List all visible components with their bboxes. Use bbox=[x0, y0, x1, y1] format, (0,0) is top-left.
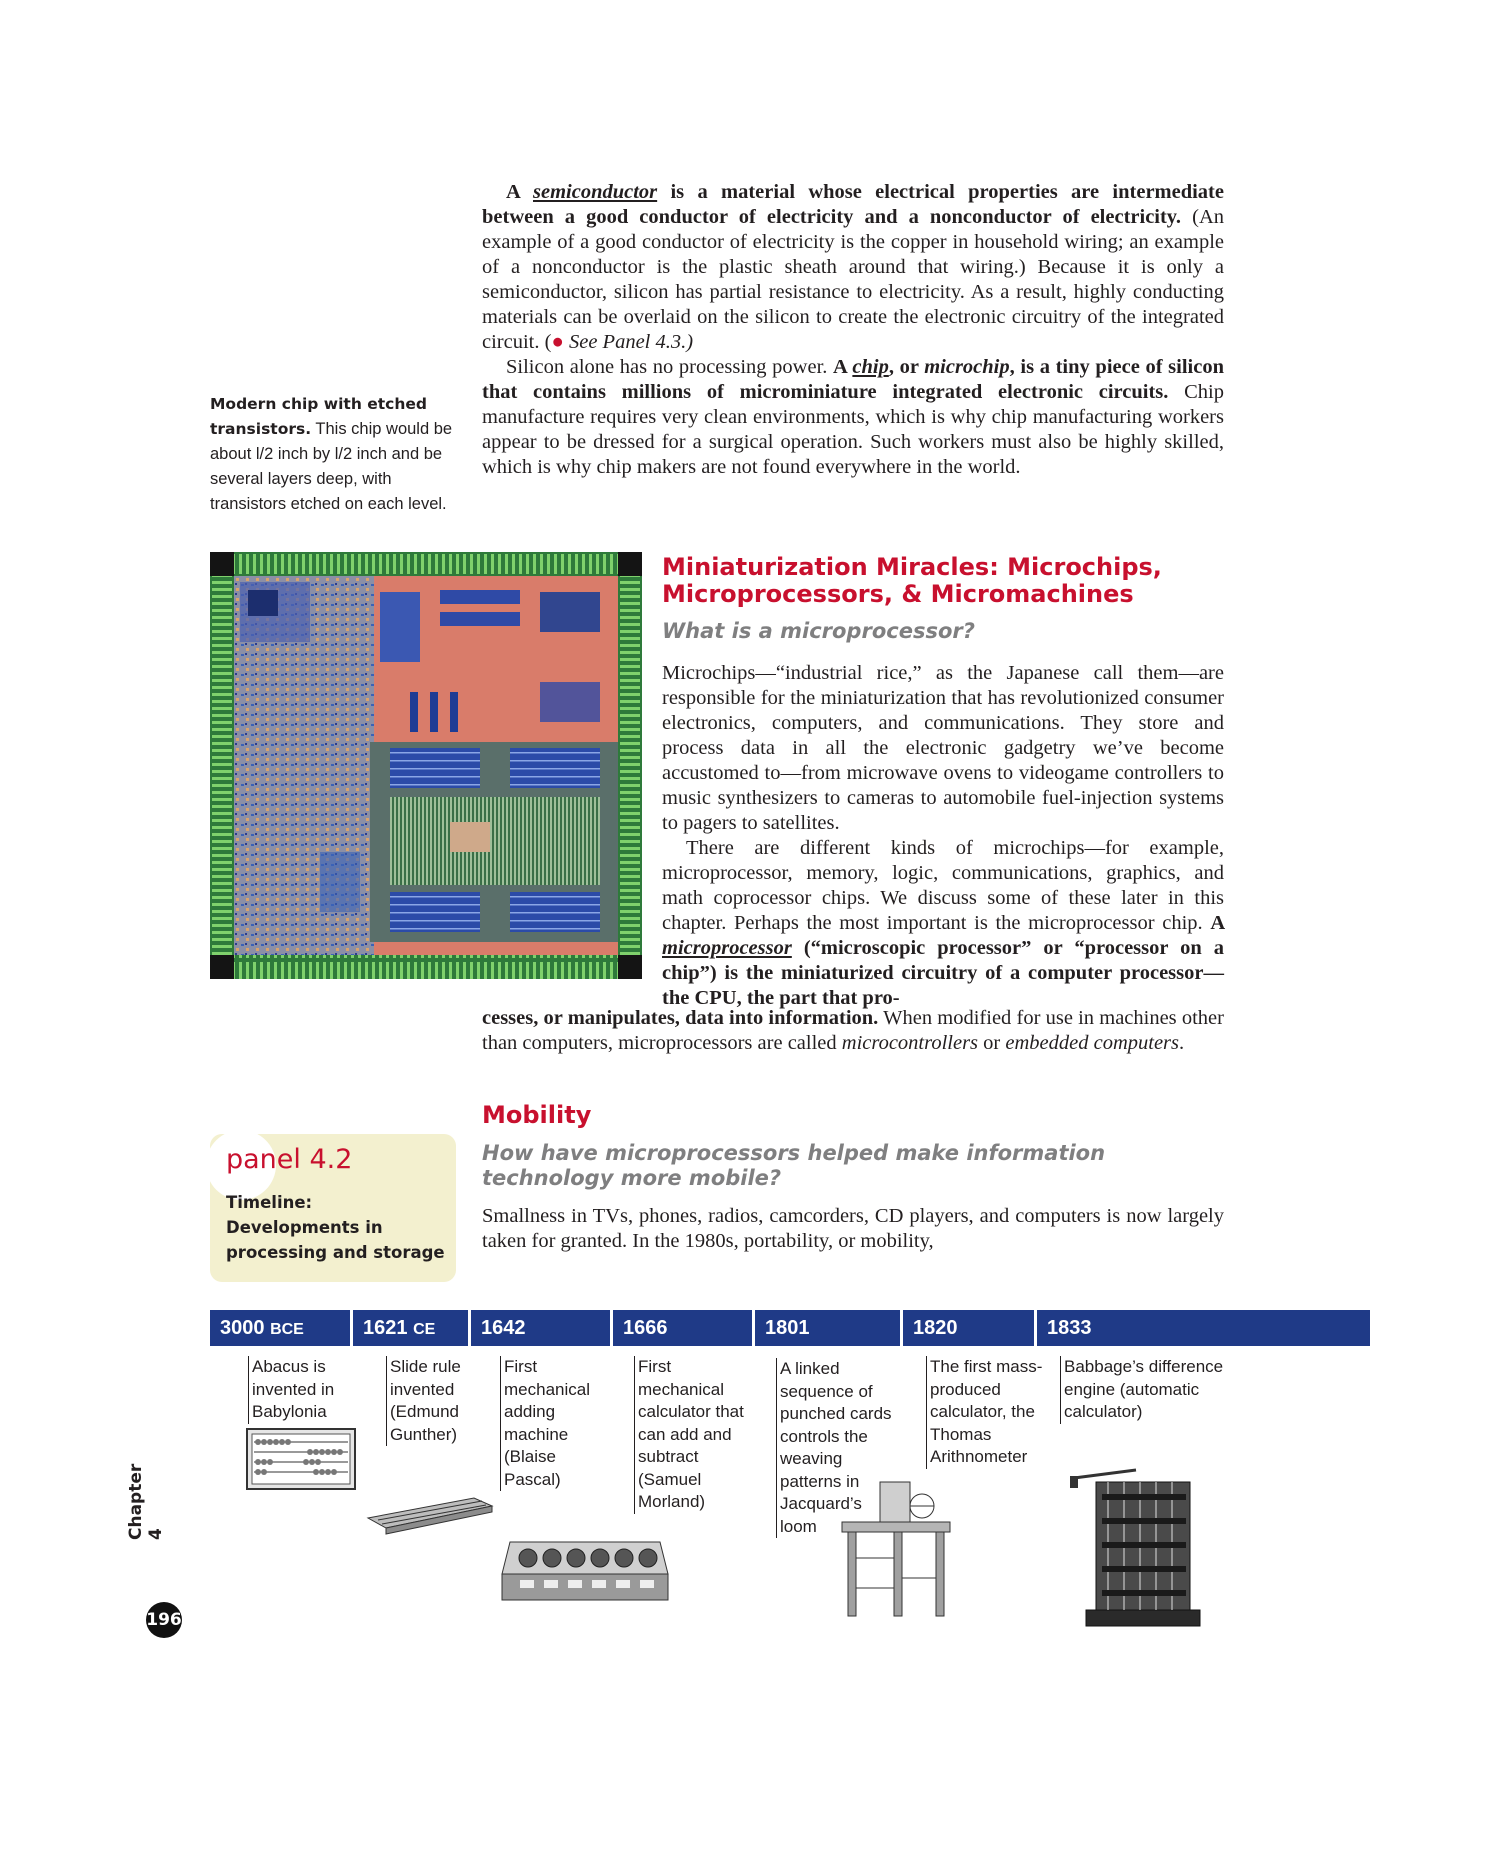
timeline-entry-3000: Abacus is invented in Babylonia bbox=[248, 1356, 362, 1424]
panel-subtitle: Timeline: Developments in processing and storage bbox=[226, 1193, 445, 1262]
caption-bold: Modern chip with etched transistors. bbox=[210, 395, 428, 438]
timeline-entry-1642: First mechanical adding machine (Blaise Pascal) bbox=[500, 1356, 614, 1491]
section-question-microprocessor: What is a microprocessor? bbox=[662, 619, 975, 643]
section-miniaturization-body bbox=[662, 661, 1224, 1011]
page-number: 196 bbox=[146, 1602, 182, 1638]
jacquard-loom-illustration bbox=[836, 1478, 956, 1618]
timeline-year-1642: 1642 bbox=[468, 1310, 610, 1346]
chip-caption bbox=[210, 392, 462, 517]
section-question-mobility: How have microprocessors helped make information technology more mobile? bbox=[482, 1141, 1106, 1190]
abacus-illustration bbox=[246, 1428, 356, 1490]
timeline-entry-1820: The first mass-produced calculator, the Thomas Arithnometer bbox=[926, 1356, 1048, 1469]
section-miniaturization-continued bbox=[482, 1006, 1224, 1056]
paragraph-kinds-of-microchips: There are different kinds of microchips—for example, microprocessor, memory, logic, communications, graphics, and math coprocessor chips. We discuss some of these later in this chapter. Perhaps the most important is the microprocessor chip. A microprocessor (“microscopic processor” or “processor on a chip”) is the miniaturized circuitry of a computer processor—the CPU, the part that pro- bbox=[662, 837, 1224, 1009]
microchip-image bbox=[210, 552, 642, 979]
timeline-bar bbox=[210, 1310, 1370, 1346]
microchip-photo bbox=[210, 552, 642, 979]
timeline-entry-1621: Slide rule invented (Edmund Gunther) bbox=[386, 1356, 482, 1446]
timeline-entry-1666: First mechanical calculator that can add and subtract (Samuel Morland) bbox=[634, 1356, 754, 1514]
timeline-year-1820: 1820 bbox=[900, 1310, 1034, 1346]
panel-title: panel 4.2 bbox=[226, 1144, 353, 1175]
paragraph-semiconductor: A semiconductor is a material whose electrical properties are intermediate between a good conductor of electricity and a nonconductor of electricity. (An example of a good conductor of electricity is the copper in household wiring; an example of a nonconductor is the plastic sheath around that wiring.) Because it is only a semiconductor, silicon has partial resistance to electricity. As a result, highly conducting materials can be overlaid on the silicon to create the electronic circuitry of the integrated circuit. (● See Panel 4.3.) bbox=[482, 181, 1224, 353]
paragraph-chip: Silicon alone has no processing power. A chip, or microchip, is a tiny piece of silicon that contains millions of microminiature integrated electronic circuits. Chip manufacture requires very clean environments, which is why chip manufacturing workers appear to be dressed for a surgical operation. Such workers must also be highly skilled, which is why chip makers are not found everywhere in the world. bbox=[482, 356, 1224, 478]
paragraph-smallness: Smallness in TVs, phones, radios, camcorders, CD players, and computers is now largely taken for granted. In the 1980s, portability, or mobility, bbox=[482, 1205, 1224, 1252]
chapter-label: Chapter 4 bbox=[126, 1463, 166, 1540]
timeline-year-1833: 1833 bbox=[1034, 1310, 1370, 1346]
timeline-year-3000: 3000 BCE bbox=[220, 1317, 304, 1339]
timeline-year-1666: 1666 bbox=[610, 1310, 752, 1346]
see-panel-link[interactable]: See Panel 4.3.) bbox=[563, 331, 694, 353]
bullet-icon: ● bbox=[551, 331, 564, 353]
section-miniaturization-header bbox=[662, 554, 1224, 644]
difference-engine-illustration bbox=[1066, 1462, 1214, 1628]
term-semiconductor[interactable]: semiconductor bbox=[533, 181, 658, 203]
timeline-entry-1801: A linked sequence of punched cards controls the weaving patterns in Jacquard’s loom bbox=[776, 1358, 898, 1538]
section-title-mobility: Mobility bbox=[482, 1101, 592, 1129]
term-chip[interactable]: chip bbox=[852, 356, 889, 378]
section-title-miniaturization: Miniaturization Miracles: Microchips, Microprocessors, & Micromachines bbox=[662, 553, 1162, 608]
timeline-year-1621: 1621 CE bbox=[350, 1310, 468, 1346]
panel-box bbox=[210, 1134, 456, 1282]
intro-text-block bbox=[482, 180, 1224, 480]
section-mobility bbox=[482, 1102, 1224, 1254]
paragraph-microchips: Microchips—“industrial rice,” as the Japanese call them—are responsible for the miniaturization that has revolutionized consumer electronics, computers, and communications. They store and process data in all the electronic gadgetry we’ve become accustomed to—from microwave ovens to videogame controllers to music synthesizers to cameras to automobile fuel-injection systems to pagers to satellites. bbox=[662, 662, 1224, 834]
slide-rule-illustration bbox=[364, 1494, 496, 1538]
caption-text: This chip would be about l/2 inch by l/2 inch and be several layers deep, with transistors etched on each level. bbox=[210, 420, 453, 513]
paragraph-microcontrollers: cesses, or manipulates, data into information. When modified for use in machines other than computers, microprocessors are called microcontrollers or embedded computers. bbox=[482, 1007, 1224, 1054]
timeline-entry-1833: Babbage’s difference engine (automatic calculator) bbox=[1060, 1356, 1224, 1424]
pascal-machine-illustration bbox=[500, 1534, 670, 1606]
term-microprocessor[interactable]: microprocessor bbox=[662, 937, 792, 959]
timeline-year-1801: 1801 bbox=[752, 1310, 900, 1346]
